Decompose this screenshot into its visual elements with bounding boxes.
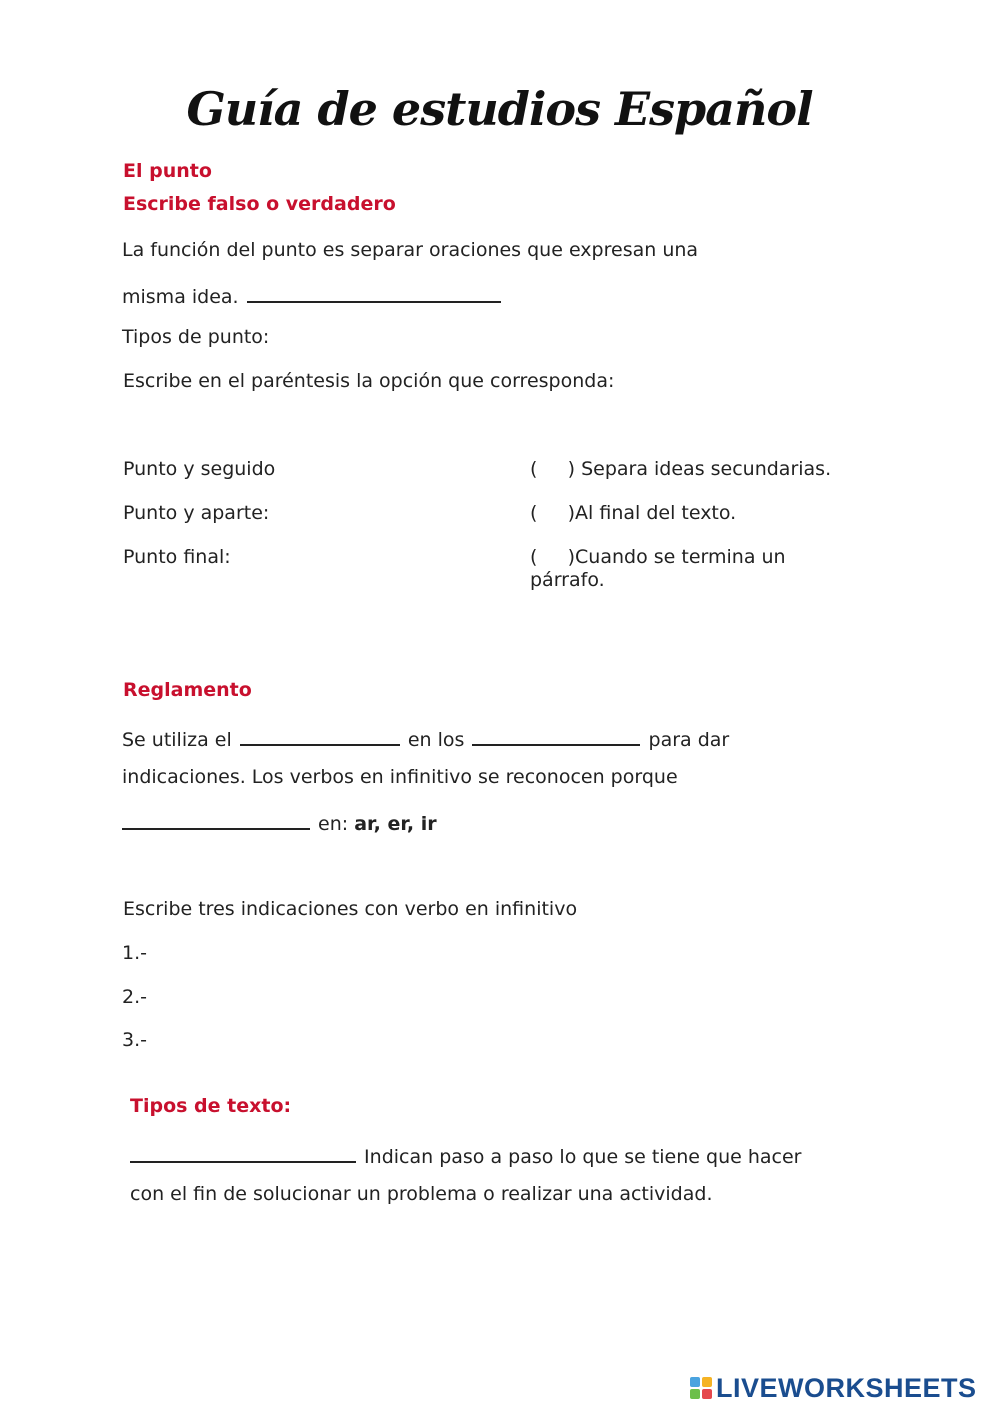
paren-blank-1[interactable]: ( )	[530, 458, 576, 480]
logo-tile-4	[702, 1389, 712, 1399]
logo-tile-1	[690, 1377, 700, 1387]
statement-line-1: La función del punto es separar oraciones que expresan una	[122, 239, 699, 261]
left-item-2: Punto y aparte:	[123, 502, 270, 524]
types-label: Tipos de punto:	[122, 326, 270, 348]
answer-blank-reglamento-2[interactable]	[472, 726, 640, 746]
left-item-1: Punto y seguido	[123, 458, 276, 480]
logo-tiles-icon	[690, 1377, 712, 1399]
list-item-2[interactable]: 2.-	[122, 986, 147, 1008]
list-item-1[interactable]: 1.-	[122, 942, 147, 964]
reglamento-line-1-c: para dar	[648, 729, 730, 751]
paren-blank-3[interactable]: ( )	[530, 546, 576, 568]
reglamento-line-1-b: en los	[407, 729, 465, 751]
right-item-1-text: Separa ideas secundarias.	[575, 458, 832, 480]
statement-line-2	[122, 283, 503, 307]
instruction-falso-verdadero: Escribe falso o verdadero	[123, 193, 396, 215]
right-item-3	[530, 548, 786, 567]
section-heading-el-punto: El punto	[123, 160, 212, 182]
infinitive-task: Escribe tres indicaciones con verbo en infinitivo	[123, 898, 578, 920]
answer-blank-tipo-texto[interactable]	[130, 1143, 356, 1163]
liveworksheets-logo	[690, 1374, 977, 1402]
section-heading-tipos-texto: Tipos de texto:	[130, 1095, 292, 1117]
textos-line-1-text: Indican paso a paso lo que se tiene que hacer	[364, 1146, 802, 1168]
right-item-2	[530, 504, 736, 523]
reglamento-line-1	[122, 726, 729, 750]
list-item-3[interactable]: 3.-	[122, 1029, 147, 1051]
statement-line-2-text: misma idea.	[122, 286, 239, 308]
page-title: Guía de estudios Español	[186, 82, 813, 136]
logo-tile-3	[690, 1389, 700, 1399]
right-item-3-text: Cuando se termina un	[575, 546, 786, 568]
answer-blank-reglamento-3[interactable]	[122, 810, 310, 830]
reglamento-line-3	[122, 810, 437, 834]
right-item-2-text: Al final del texto.	[575, 502, 737, 524]
left-item-3: Punto final:	[123, 546, 231, 568]
reglamento-line-1-a: Se utiliza el	[122, 729, 232, 751]
reglamento-line-3-a: en:	[318, 813, 349, 835]
right-item-1	[530, 460, 831, 479]
answer-blank-true-false[interactable]	[247, 283, 501, 303]
answer-blank-reglamento-1[interactable]	[240, 726, 400, 746]
reglamento-line-2: indicaciones. Los verbos en infinitivo se reconocen porque	[122, 766, 678, 788]
textos-line-1	[130, 1143, 801, 1167]
textos-line-2: con el fin de solucionar un problema o realizar una actividad.	[130, 1183, 713, 1205]
section-heading-reglamento: Reglamento	[123, 679, 252, 701]
verb-endings: ar, er, ir	[354, 813, 437, 835]
right-item-3-line-2: párrafo.	[530, 569, 605, 591]
paren-blank-2[interactable]: ( )	[530, 502, 576, 524]
logo-text: LIVEWORKSHEETS	[716, 1372, 977, 1403]
logo-tile-2	[702, 1377, 712, 1387]
match-instruction: Escribe en el paréntesis la opción que corresponda:	[123, 370, 615, 392]
